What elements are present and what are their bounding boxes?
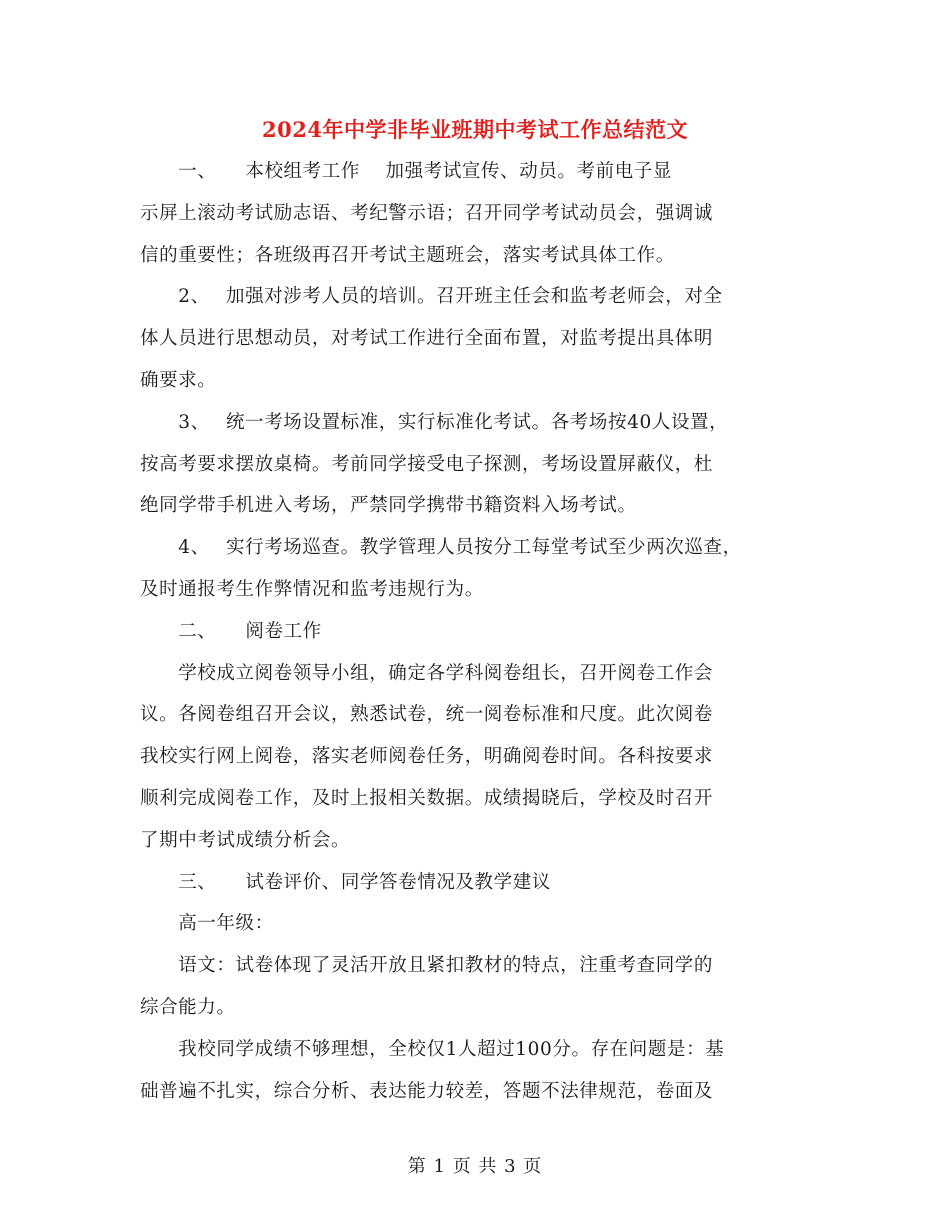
body-line: 议。各阅卷组召开会议，熟悉试卷，统一阅卷标准和尺度。此次阅卷 <box>140 704 714 726</box>
body-line: 体人员进行思想动员，对考试工作进行全面布置，对监考提出具体明 <box>140 328 714 350</box>
body-line: 顺利完成阅卷工作，及时上报相关数据。成绩揭晓后，学校及时召开 <box>140 787 714 809</box>
body-line: 了期中考试成绩分析会。 <box>140 829 351 851</box>
body-line: 三、 试卷评价、同学答卷情况及教学建议 <box>140 871 551 893</box>
document-body <box>140 151 830 1112</box>
body-line: 学校成立阅卷领导小组，确定各学科阅卷组长，召开阅卷工作会 <box>140 662 714 684</box>
body-line: 我校实行网上阅卷，落实老师阅卷任务，明确阅卷时间。各科按要求 <box>140 746 714 768</box>
body-line: 我校同学成绩不够理想，全校仅1人超过100分。存在问题是：基 <box>140 1038 725 1060</box>
body-line: 确要求。 <box>140 369 217 391</box>
body-line: 一、 本校组考工作 加强考试宣传、动员。考前电子显 <box>140 161 673 182</box>
body-line: 高一年级： <box>140 913 274 935</box>
body-line: 础普遍不扎实，综合分析、表达能力较差，答题不法律规范，卷面及 <box>140 1080 714 1102</box>
body-line: 语文：试卷体现了灵活开放且紧扣教材的特点，注重考查同学的 <box>140 955 714 977</box>
body-line: 2、 加强对涉考人员的培训。召开班主任会和监考老师会，对全 <box>140 286 723 308</box>
body-line: 示屏上滚动考试励志语、考纪警示语；召开同学考试动员会，强调诚 <box>140 202 714 224</box>
document-title: 2024年中学非毕业班期中考试工作总结范文 <box>262 117 688 142</box>
body-line: 按高考要求摆放桌椅。考前同学接受电子探测，考场设置屏蔽仪，杜 <box>140 453 714 475</box>
body-line: 及时通报考生作弊情况和监考违规行为。 <box>140 578 484 600</box>
body-line: 绝同学带手机进入考场，严禁同学携带书籍资料入场考试。 <box>140 495 637 517</box>
body-line: 二、 阅卷工作 <box>140 620 322 642</box>
body-line: 4、 实行考场巡查。教学管理人员按分工每堂考试至少两次巡查， <box>140 537 742 559</box>
body-line: 信的重要性；各班级再召开考试主题班会，落实考试具体工作。 <box>140 244 675 266</box>
body-line: 3、 统一考场设置标准，实行标准化考试。各考场按40人设置， <box>140 411 729 433</box>
body-line: 综合能力。 <box>140 996 236 1018</box>
page-number-footer: 第 1 页 共 3 页 <box>407 1156 543 1177</box>
